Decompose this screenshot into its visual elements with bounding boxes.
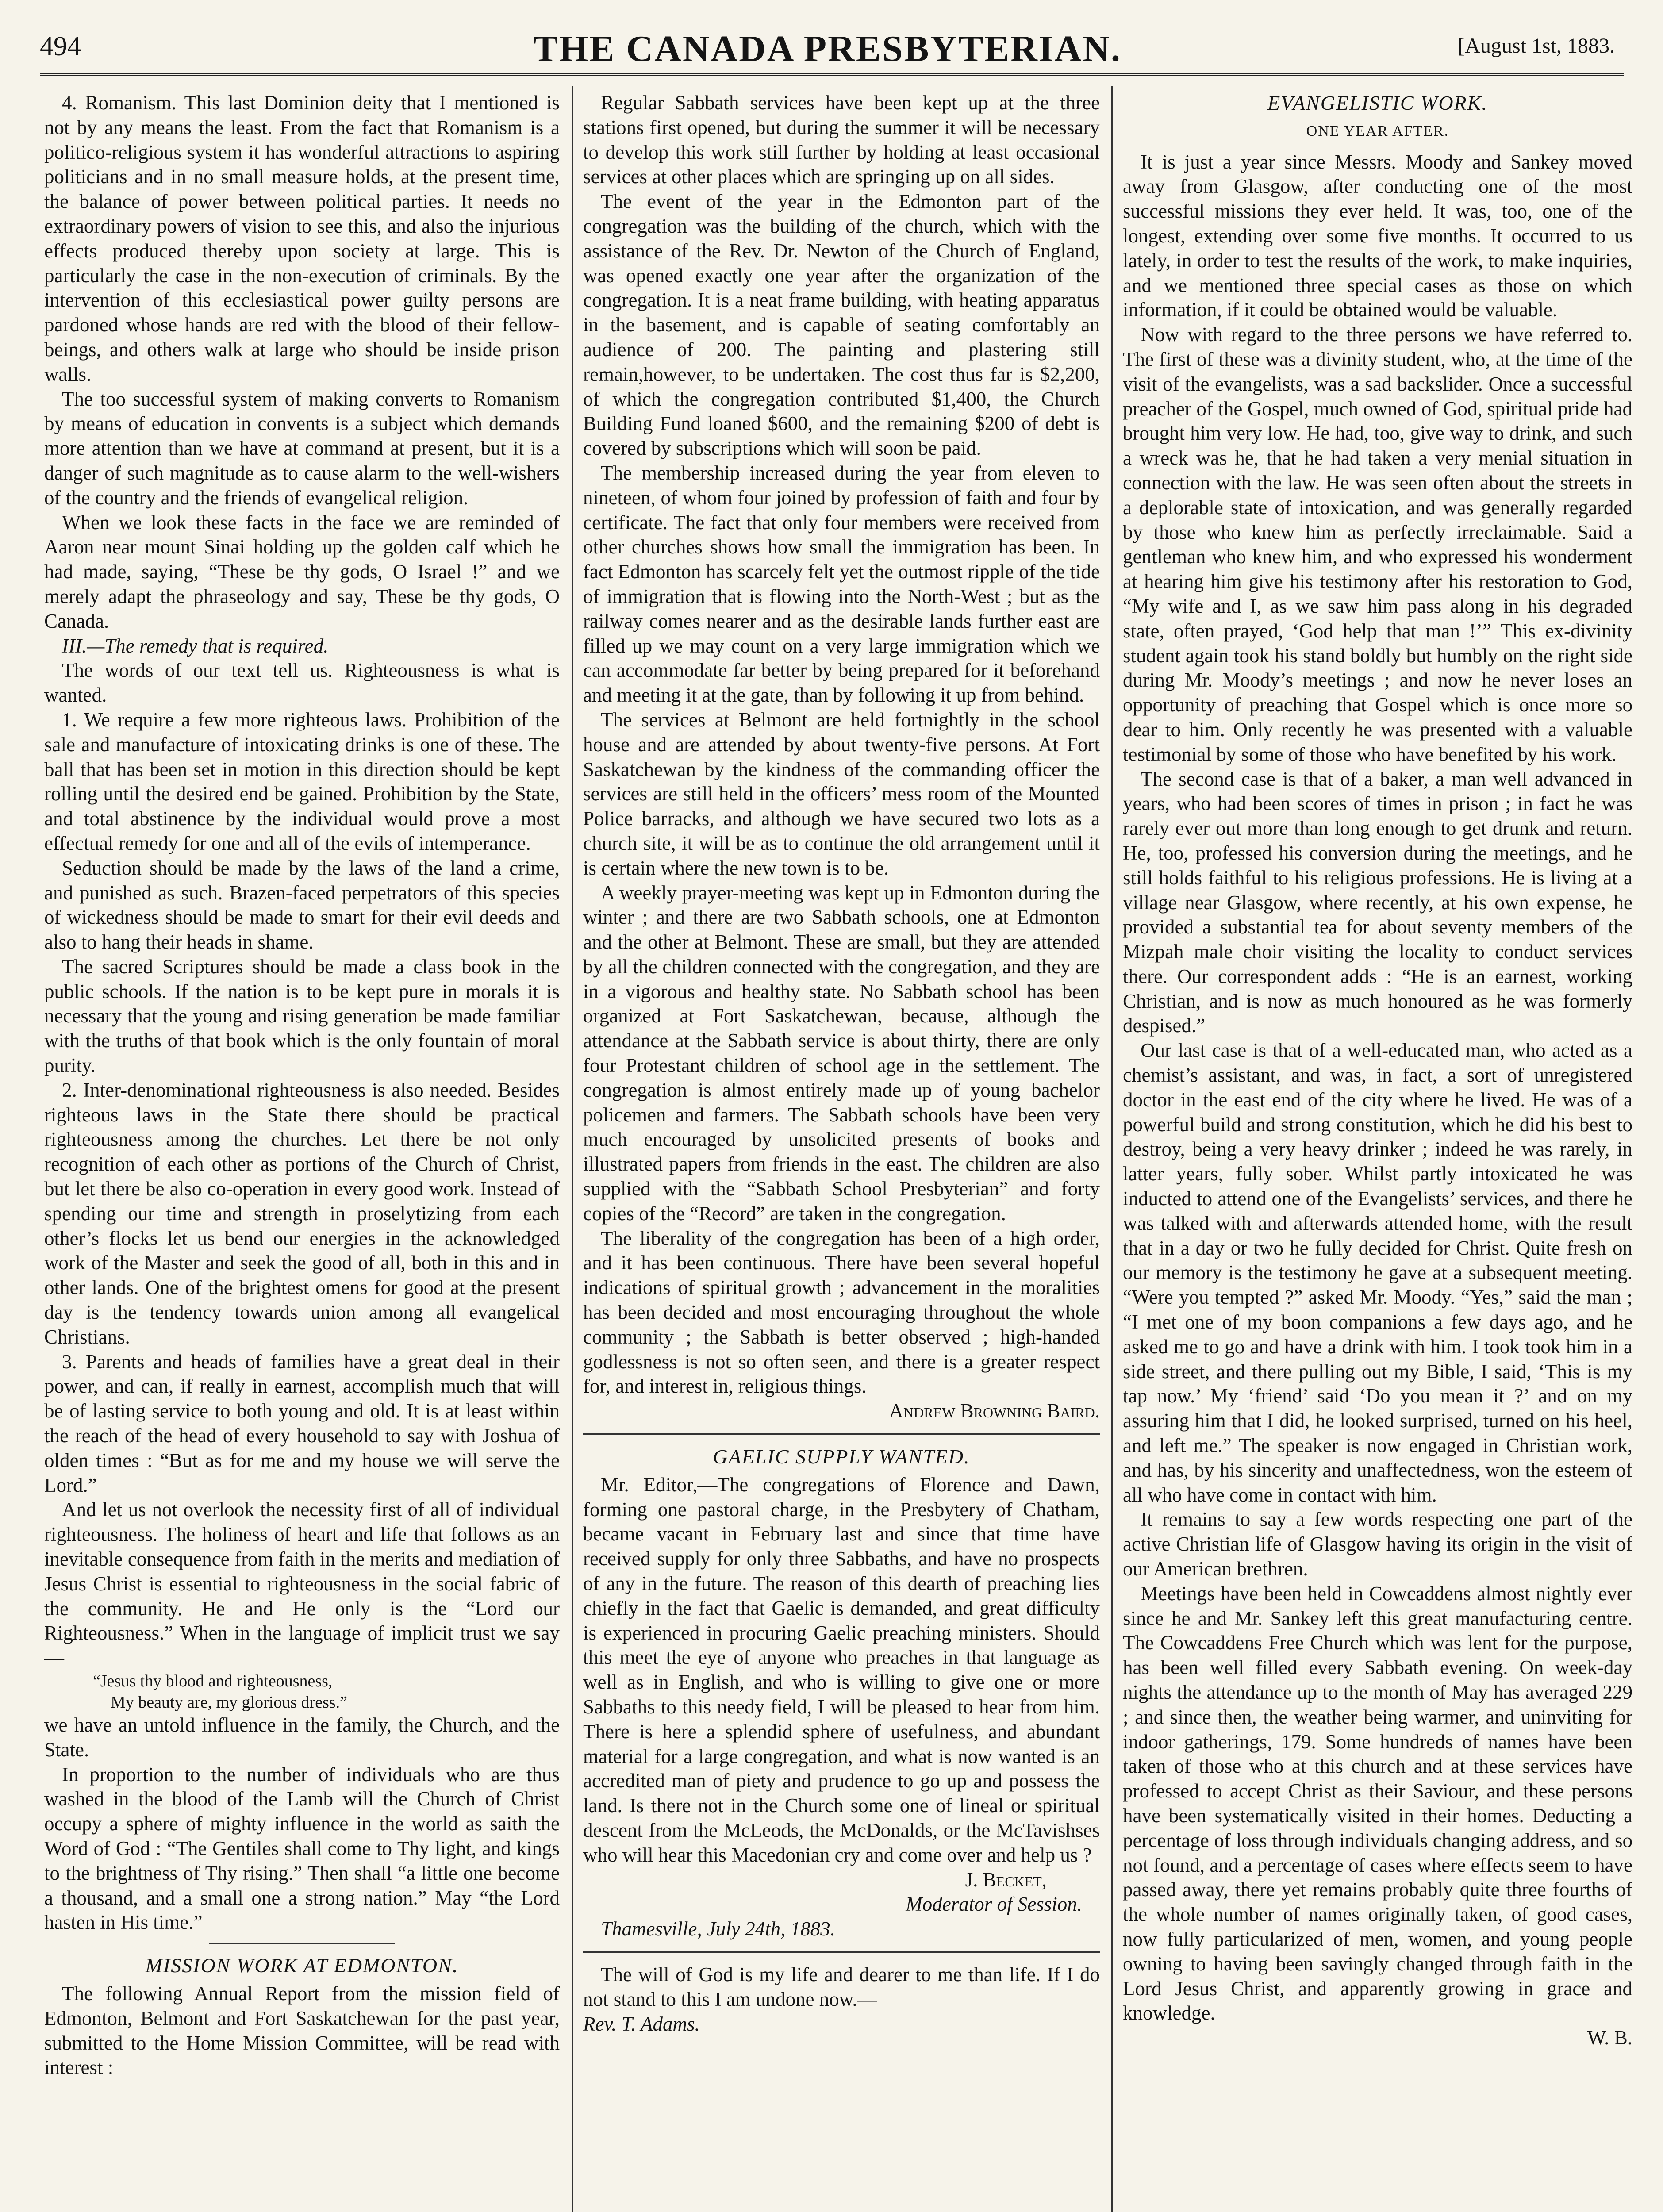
paragraph: we have an untold influence in the family, the Church, and the State. [44,1714,560,1761]
signature: W. B. [1587,2027,1632,2049]
article-heading: GAELIC SUPPLY WANTED. [713,1445,970,1468]
paragraph: The following Annual Report from the mission field of Edmonton, Belmont and Fort Saskatchewan for the past year, submitted to the Home Mission Committee, will be read with interest : [44,1982,560,2079]
page-number: 494 [40,31,81,61]
paragraph: When we look these facts in the face we are reminded of Aaron near mount Sinai holding up the golden calf which he had made, saying, “These be thy gods, O Israel !” and we merely adapt the phraseology and say, These be thy gods, O Canada. [44,511,560,632]
paragraph: It remains to say a few words respecting one part of the active Christian life of Glasgow having its origin in the visit of our American brethren. [1123,1508,1632,1580]
signature: Andrew Browning Baird. [889,1400,1100,1422]
issue-date: [August 1st, 1883. [1458,34,1615,58]
paragraph: And let us not overlook the necessity first of all of individual righteousness. The holiness of heart and life that follows as an inevitable consequence from faith in the merits and mediation of Jesus Christ is essential to righteousness in the social fabric of the community. He and He only is the “Lord our Righteousness.” When in the language of implicit trust we say— [44,1498,560,1669]
paragraph: Mr. Editor,—The congregations of Florence and Dawn, forming one pastoral charge, in the Presbytery of Chatham, became vacant in February last and since that time have received supply for only three Sabbaths, and have no prospects of any in the future. The reason of this dearth of preaching lies chiefly in the fact that Gaelic is demanded, and great difficulty is experienced in procuring Gaelic preaching ministers. Should this meet the eye of anyone who preaches in that language as well as in English, and who is willing to give one or more Sabbaths to this needy field, I will be pleased to hear from him. There is here a splendid sphere of usefulness, and abundant material for a large congregation, and what is now wanted is an accredited man of piety and prudence to go up and possess the land. Is there not in the Church some one of lineal or spiritual descent from the McLeods, the McDonalds, or the McTavishses who will hear this Macedonian cry and come over and help us ? [583,1473,1100,1866]
paragraph: The too successful system of making converts to Romanism by means of education in convents is a subject which demands more attention than we have at command at present, but it is a danger of such magnitude as to cause alarm to the well-wishers of the country and the friends of evangelical religion. [44,388,560,509]
column-divider [1111,86,1113,2212]
column-divider [572,86,573,2212]
paragraph: 4. Romanism. This last Dominion deity that I mentioned is not by any means the least. From the fact that Romanism is a politico-religious system it has wonderful attractions to aspiring politicians and in no small measure holds, at the present time, the balance of power between political parties. It needs no extraordinary powers of vision to see this, and also the injurious effects produced thereby upon society at large. This is particularly the case in the non-execution of criminals. By the intervention of this ecclesiastical power guilty persons are pardoned whose hands are red with the blood of their fellow-beings, and others walk at large who should be inside prison walls. [44,92,560,385]
column-3 [1123,91,1632,2212]
paragraph: The second case is that of a baker, a man well advanced in years, who had been scores of times in prison ; in fact he was rarely ever out more than long enough to get drunk and return. He, too, professed his conversion during the meetings, and he still holds faithful to his religious professions. He is living at a village near Glasgow, where recently, at his own expense, he provided a substantial tea for about seventy members of the Mizpah male choir visiting the locality to conduct services there. Our correspondent adds : “He is an earnest, working Christian, and is now as much honoured as he was formerly despised.” [1123,768,1632,1037]
poem-line: My beauty are, my glorious dress.” [111,1693,348,1712]
paragraph: Meetings have been held in Cowcaddens almost nightly ever since he and Mr. Sankey left this great manufacturing centre. The Cowcaddens Free Church which was lent for the purpose, has been well filled every Sabbath evening. On week-day nights the attendance up to the month of May has averaged 229 ; and since then, the weather being warmer, and uninviting for indoor gatherings, 179. Some hundreds of names have been taken of those who at this church and at these services have professed to accept Christ as their Saviour, and these persons have been systematically visited in their homes. Deducting a percentage of loss through individuals changing address, and so not found, and a percentage of cases where effects seem to have passed away, there yet remains probably quite three fourths of the whole number of names originally taken, of good cases, now fully particularized of men, women, and young people owning to having been savingly changed through faith in the Lord Jesus Christ, and apparently growing in grace and knowledge. [1123,1582,1632,2024]
article-heading: MISSION WORK AT EDMONTON. [145,1954,459,1977]
paragraph: The membership increased during the year from eleven to nineteen, of whom four joined by profession of faith and four by certificate. The fact that only four members were received from other churches shows how small the immigration has been. In fact Edmonton has scarcely felt yet the outmost ripple of the tide of immigration that is flowing into the North-West ; but as the railway comes nearer and as the desirable lands further east are filled up we may count on a very large immigration which we can accommodate far better by being prepared for it beforehand and meeting it at the gate, than by following it up from behind. [583,461,1100,707]
paragraph: It is just a year since Messrs. Moody and Sankey moved away from Glasgow, after conducting one of the most successful missions they ever held. It was, too, one of the longest, extending over some five months. It occurred to us lately, in order to test the results of the work, to make inquiries, and we mentioned three special cases as those on which information, if it could be obtained would be valuable. [1123,150,1632,321]
article-heading: EVANGELISTIC WORK. [1267,92,1488,114]
paragraph: Seduction should be made by the laws of the land a crime, and punished as such. Brazen-faced perpetrators of this species of wickedness should be made to smart for their evil deeds and also to hang their heads in shame. [44,856,560,953]
quote: The will of God is my life and dearer to me than life. If I do not stand to this I am undone now.— [583,1963,1100,2010]
masthead [40,28,1615,80]
paragraph: The services at Belmont are held fortnightly in the school house and are attended by about twenty-five persons. At Fort Saskatchewan by the kindness of the commanding officer the services are still held in the officers’ mess room of the Mounted Police barracks, and although we have secured two lots as a church site, it will be as to continue the old arrangement until it is certain where the new town is to be. [583,708,1100,879]
paragraph: 2. Inter-denominational righteousness is also needed. Besides righteous laws in the State there should be practical righteousness among the churches. Let there be not only recognition of each other as portions of the Church of Christ, but let there be also co-operation in every good work. Instead of spending our time and strength in proselytizing from each other’s flocks let us bend our energies in the acknowledged work of the Master and seek the good of all, both in this and in other lands. One of the brightest omens for good at the present day is the tendency towards union among all evangelical Christians. [44,1079,560,1348]
divider [583,1433,1100,1435]
paragraph: The sacred Scriptures should be made a class book in the public schools. If the nation is to be kept pure in morals it is necessary that the young and rising generation be made familiar with the truths of that book which is the only fountain of moral purity. [44,955,560,1077]
signature: J. Becket, [965,1868,1047,1891]
section-heading: III.—The remedy that is required. [62,634,329,657]
article-subheading: ONE YEAR AFTER. [1306,123,1449,139]
paragraph: Now with regard to the three persons we have referred to. The first of these was a divinity student, who, at the time of the visit of the evangelists, was a sad backslider. Once a successful preacher of the Gospel, much owned of God, spiritual pride had brought him very low. He had, too, give way to drink, and such a wreck was he, that he had taken a very menial situation in connection with the law. He was seen often about the streets in a deplorable state of intoxication, and was generally regarded by those who knew him as perfectly irreclaimable. Said a gentleman who knew him, and who expressed his wonderment at hearing him give his testimony after his restoration to God, “My wife and I, as we saw him pass along in his degraded state, often prayed, ‘God help that man !’” This ex-divinity student again took his stand boldly but humbly on the right side during Mr. Moody’s meetings ; and now he never loses an opportunity of preaching that Gospel which is once more so dear to him. Only recently he was presented with a valuable testimonial by some of those who have benefited by his work. [1123,323,1632,765]
column-2 [583,91,1100,2212]
paragraph: The event of the year in the Edmonton part of the congregation was the building of the church, which with the assistance of the Rev. Dr. Newton of the Church of England, was opened exactly one year after the organization of the congregation. It is a neat frame building, with heating apparatus in the basement, and is capable of seating comfortably an audience of 200. The painting and plastering still remain,however, to be undertaken. The cost thus far is $2,200, of which the congregation contributed $1,400, the Church Building Fund loaned $600, and the remaining $200 of debt is covered by subscriptions which will soon be paid. [583,190,1100,460]
quote-author: Rev. T. Adams. [583,2012,700,2035]
masthead-rule [40,73,1624,76]
dateline: Thamesville, July 24th, 1883. [601,1918,835,1940]
newspaper-title: THE CANADA PRESBYTERIAN. [533,28,1121,69]
divider [583,1951,1100,1953]
paragraph: 1. We require a few more righteous laws. Prohibition of the sale and manufacture of intoxicating drinks is one of these. The ball that has been set in motion in this direction should be kept rolling until the desired end be gained. Prohibition by the State, and total abstinence by the individual would prove a most effectual remedy for one and all of the evils of intemperance. [44,708,560,854]
paragraph: Regular Sabbath services have been kept up at the three stations first opened, but during the summer it will be necessary to develop this work still further by holding at least occasional services at other places which are springing up on all sides. [583,92,1100,188]
paragraph: 3. Parents and heads of families have a great deal in their power, and can, if really in earnest, accomplish much that will be of lasting service to both young and old. It is at least within the reach of the head of every household to say with Joshua of olden times : “But as for me and my house we will serve the Lord.” [44,1350,560,1496]
column-1 [44,91,560,2212]
paragraph: A weekly prayer-meeting was kept up in Edmonton during the winter ; and there are two Sabbath schools, one at Edmonton and the other at Belmont. These are small, but they are attended by all the children connected with the congregation, and they are in a vigorous and healthy state. No Sabbath school has been organized at Fort Saskatchewan, because, although the attendance at the Sabbath service is about thirty, there are only four Protestant children of school age in the settlement. The congregation is almost entirely made up of young bachelor policemen and farmers. The Sabbath schools have been very much encouraged by unsolicited presents of books and illustrated papers from friends in the east. The children are also supplied with the “Sabbath School Presbyterian” and forty copies of the “Record” are taken in the congregation. [583,881,1100,1225]
poem-line: “Jesus thy blood and righteousness, [93,1672,333,1690]
divider [209,1943,395,1944]
paragraph: The liberality of the congregation has been of a high order, and it has been continuous. There have been several hopeful indications of spiritual growth ; advancement in the moralities has been decided and most encouraging throughout the whole community ; the Sabbath is better observed ; high-handed godlessness is not so often seen, and there is a greater respect for, and interest in, religious things. [583,1227,1100,1398]
paragraph: Our last case is that of a well-educated man, who acted as a chemist’s assistant, and was, in fact, a sort of unregistered doctor in the east end of the city where he lived. He was of a powerful build and strong constitution, which he did his best to destroy, being a very heavy drinker ; indeed he was rarely, in latter years, fully sober. Whilst partly intoxicated he was inducted to attend one of the Evangelists’ services, and there he was talked with and afterwards attended home, with the result that in a day or two he fully decided for Christ. Quite fresh on our memory is the testimony he gave at a subsequent meeting. “Were you tempted ?” asked Mr. Moody. “Yes,” said the man ; “I met one of my boon companions a few days ago, and he asked me to go and have a drink with him. I took took him in a side street, and there pulling out my Bible, I said, ‘This is my tap now.’ My ‘friend’ said ‘Do you mean it ?’ and on my assuring him that I did, he looked surprised, turned on his heel, and left me.” The speaker is now engaged in Christian work, and has, by his sincerity and unaffectedness, won the esteem of all who have come in contact with him. [1123,1039,1632,1506]
paragraph: In proportion to the number of individuals who are thus washed in the blood of the Lamb will the Church of Christ occupy a sphere of mighty influence in the world as saith the Word of God : “The Gentiles shall come to Thy light, and kings to the brightness of Thy rising.” Then shall “a little one become a thousand, and a small one a strong nation.” May “the Lord hasten in His time.” [44,1763,560,1934]
paragraph: The words of our text tell us. Righteousness is what is wanted. [44,659,560,707]
signature-role: Moderator of Session. [906,1893,1082,1916]
